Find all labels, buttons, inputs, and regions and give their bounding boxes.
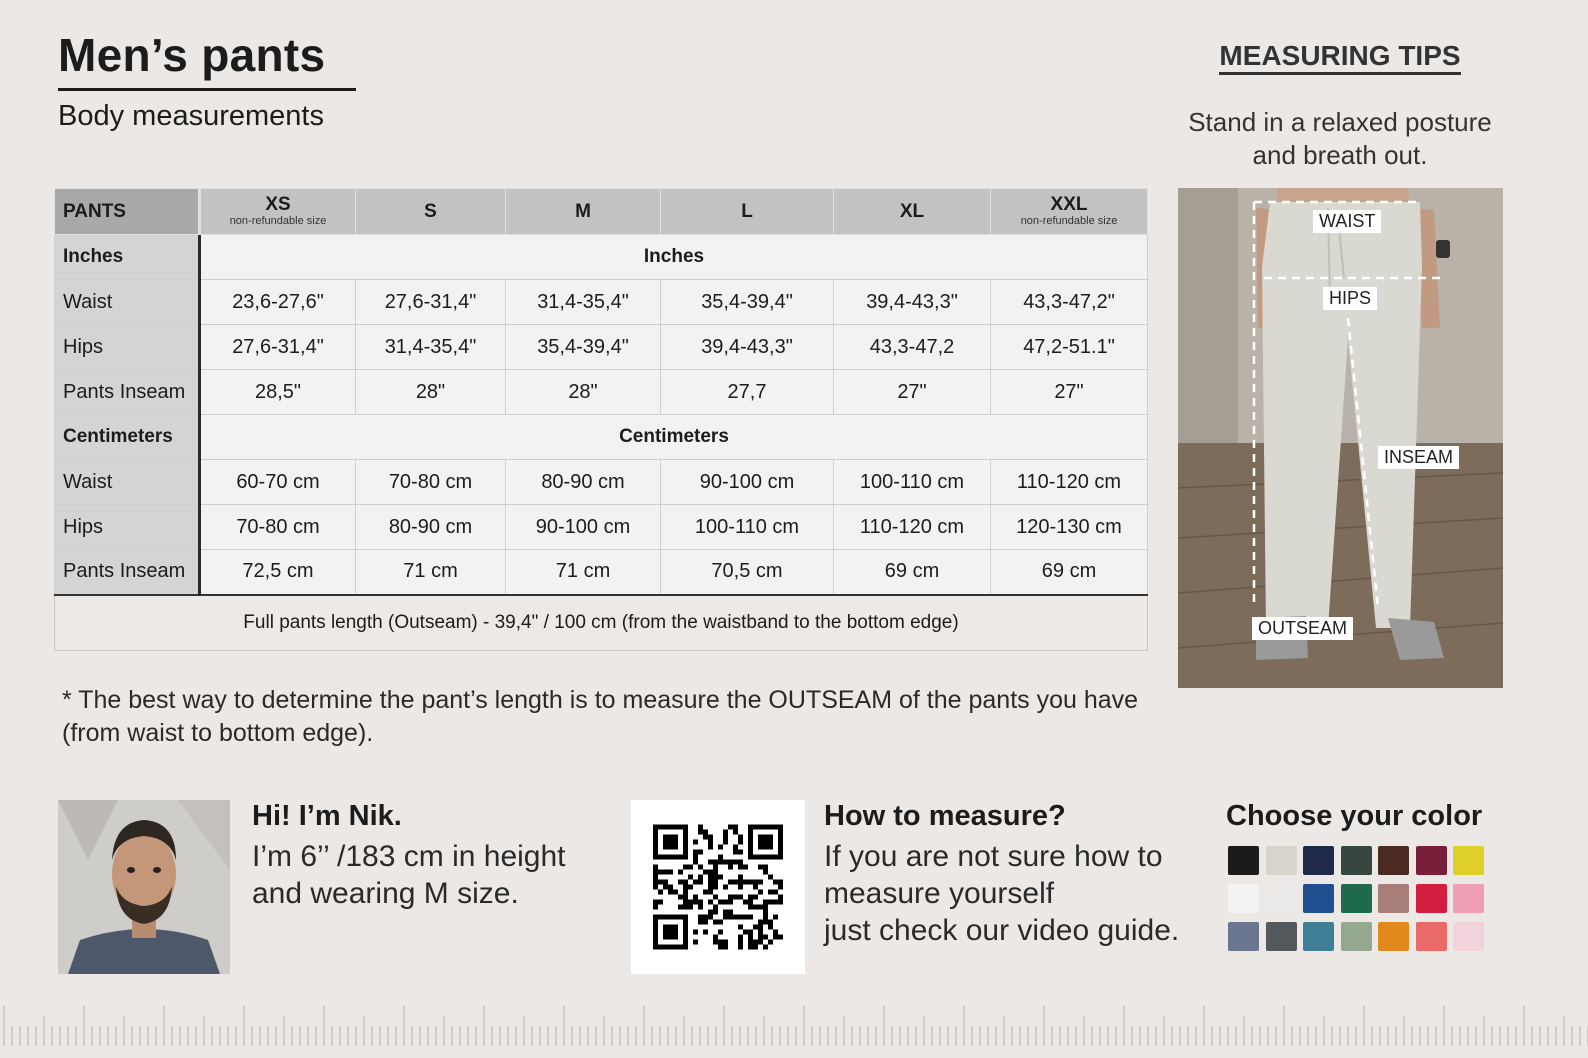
table-cell: 100-110 cm (661, 505, 834, 550)
page-subtitle: Body measurements (58, 100, 324, 132)
color-swatch[interactable] (1416, 884, 1447, 913)
table-cell: 27,6-31,4" (200, 325, 356, 370)
measuring-tips-title (1178, 40, 1502, 72)
page-title: Men’s pants (58, 29, 326, 81)
table-row (55, 280, 1148, 325)
table-footer-row (55, 595, 1148, 651)
size-xxl-header (991, 189, 1148, 235)
how-to-line: measure yourself (824, 877, 1055, 910)
table-cell: 120-130 cm (991, 505, 1148, 550)
color-swatch[interactable] (1303, 922, 1334, 951)
table-cell: 28" (506, 370, 661, 415)
table-cell: 39,4-43,3" (834, 280, 991, 325)
table-cell: 27" (834, 370, 991, 415)
how-to-measure-title: How to measure? (824, 800, 1066, 832)
row-label: Pants Inseam (55, 370, 200, 415)
table-cell: 72,5 cm (200, 550, 356, 595)
size-name: S (424, 200, 437, 222)
size-header-row (55, 189, 1148, 235)
how-to-line: just check our video guide. (824, 914, 1180, 947)
size-xl-header (834, 189, 991, 235)
color-swatch[interactable] (1416, 846, 1447, 875)
waist-label: WAIST (1313, 210, 1381, 233)
table-cell: 70-80 cm (200, 505, 356, 550)
centimeters-section-row (55, 415, 1148, 460)
table-cell: 71 cm (506, 550, 661, 595)
row-label: Hips (55, 325, 200, 370)
table-cell: 90-100 cm (506, 505, 661, 550)
color-swatch[interactable] (1378, 846, 1409, 875)
table-cell: 70,5 cm (661, 550, 834, 595)
table-cell: 39,4-43,3" (661, 325, 834, 370)
table-cell: 35,4-39,4" (661, 280, 834, 325)
table-row (55, 460, 1148, 505)
table-cell: 80-90 cm (506, 460, 661, 505)
how-to-line: If you are not sure how to (824, 840, 1163, 873)
model-portrait-illustration (58, 800, 230, 974)
model-greeting: Hi! I’m Nik. (252, 800, 402, 832)
color-swatch[interactable] (1266, 846, 1297, 875)
table-row (55, 505, 1148, 550)
outseam-note: Full pants length (Outseam) - 39,4" / 100 cm (from the waistband to the bottom edge) (55, 595, 1148, 651)
table-cell: 28,5" (200, 370, 356, 415)
table-cell: 31,4-35,4" (506, 280, 661, 325)
color-swatch[interactable] (1228, 846, 1259, 875)
measuring-tips-title-text: MEASURING TIPS (1219, 40, 1460, 75)
centimeters-label: Centimeters (55, 415, 200, 460)
table-cell: 31,4-35,4" (356, 325, 506, 370)
pants-photo-illustration (1178, 188, 1503, 688)
corner-label: PANTS (55, 189, 200, 235)
outseam-advice: * The best way to determine the pant’s length is to measure the OUTSEAM of the pants you have (from waist to bottom edge). (62, 686, 1139, 747)
title-underline (58, 88, 356, 91)
centimeters-heading: Centimeters (200, 415, 1148, 460)
video-guide-qr-code[interactable] (631, 800, 805, 974)
table-row (55, 370, 1148, 415)
color-swatch[interactable] (1303, 884, 1334, 913)
size-name: XL (899, 200, 925, 222)
model-description (252, 838, 566, 912)
table-cell: 100-110 cm (834, 460, 991, 505)
table-cell: 110-120 cm (834, 505, 991, 550)
table-cell: 43,3-47,2 (834, 325, 991, 370)
color-swatch[interactable] (1341, 922, 1372, 951)
model-portrait (58, 800, 230, 974)
choose-color-title: Choose your color (1226, 800, 1483, 832)
color-swatch[interactable] (1228, 922, 1259, 951)
table-cell: 43,3-47,2" (991, 280, 1148, 325)
row-label: Waist (55, 280, 200, 325)
size-chart-table (54, 188, 1148, 651)
table-cell: 110-120 cm (991, 460, 1148, 505)
size-note: non-refundable size (229, 215, 327, 228)
table-row (55, 550, 1148, 595)
row-label: Hips (55, 505, 200, 550)
table-cell: 27" (991, 370, 1148, 415)
size-s-header (356, 189, 506, 235)
model-size-text: and wearing M size. (252, 877, 519, 910)
color-swatch[interactable] (1266, 922, 1297, 951)
size-name: XS (265, 194, 291, 216)
table-row (55, 325, 1148, 370)
ruler-decoration (0, 996, 1588, 1046)
size-note: non-refundable size (1020, 215, 1118, 228)
inches-heading: Inches (200, 235, 1148, 280)
table-cell: 35,4-39,4" (506, 325, 661, 370)
row-label: Pants Inseam (55, 550, 200, 595)
size-m-header (506, 189, 661, 235)
measurement-diagram-photo (1178, 188, 1503, 688)
table-cell: 90-100 cm (661, 460, 834, 505)
color-swatch[interactable] (1453, 846, 1484, 875)
inches-section-row (55, 235, 1148, 280)
table-cell: 47,2-51.1" (991, 325, 1148, 370)
color-swatch[interactable] (1453, 922, 1484, 951)
color-swatch[interactable] (1266, 884, 1297, 913)
color-swatch[interactable] (1228, 884, 1259, 913)
table-cell: 28" (356, 370, 506, 415)
size-name: XXL (1050, 194, 1088, 216)
table-cell: 27,6-31,4" (356, 280, 506, 325)
color-swatch[interactable] (1453, 884, 1484, 913)
color-swatch[interactable] (1341, 846, 1372, 875)
color-swatch[interactable] (1378, 922, 1409, 951)
size-name: M (575, 200, 591, 222)
size-name: L (741, 200, 753, 222)
table-cell: 69 cm (834, 550, 991, 595)
inches-label: Inches (55, 235, 200, 280)
table-cell: 70-80 cm (356, 460, 506, 505)
measuring-tips-text: Stand in a relaxed posture and breath out. (1188, 107, 1492, 170)
table-cell: 69 cm (991, 550, 1148, 595)
size-xs-header (200, 189, 356, 235)
color-swatch[interactable] (1303, 846, 1334, 875)
table-cell: 60-70 cm (200, 460, 356, 505)
outseam-label: OUTSEAM (1252, 617, 1353, 640)
how-to-measure-text (824, 838, 1179, 949)
table-cell: 23,6-27,6" (200, 280, 356, 325)
hips-label: HIPS (1323, 287, 1377, 310)
row-label: Waist (55, 460, 200, 505)
color-swatch[interactable] (1378, 884, 1409, 913)
table-cell: 27,7 (661, 370, 834, 415)
color-swatch[interactable] (1341, 884, 1372, 913)
table-cell: 71 cm (356, 550, 506, 595)
size-l-header (661, 189, 834, 235)
model-height-text: I’m 6’’ /183 cm in height (252, 840, 566, 873)
qr-code-icon (653, 824, 783, 950)
color-swatch[interactable] (1416, 922, 1447, 951)
table-cell: 80-90 cm (356, 505, 506, 550)
inseam-label: INSEAM (1378, 446, 1459, 469)
